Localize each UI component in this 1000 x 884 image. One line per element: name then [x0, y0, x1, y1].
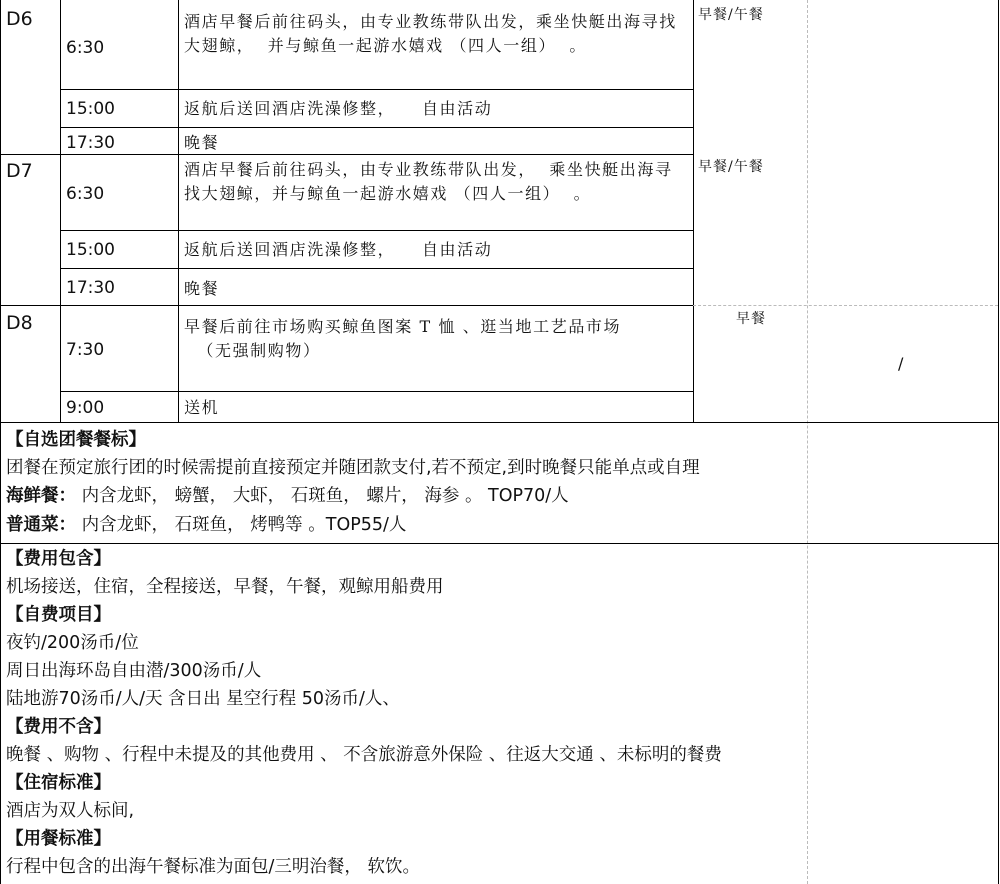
section-divider: [0, 422, 998, 423]
activity-cell: 送机: [184, 398, 220, 417]
activity-cell: 晚餐: [184, 133, 220, 152]
day-label: D7: [6, 160, 33, 182]
seafood-label: 海鲜餐：: [6, 486, 76, 506]
meals-cell: 早餐/午餐: [698, 159, 764, 175]
row-divider: [60, 230, 693, 231]
row-divider: [60, 268, 693, 269]
optional-item: 陆地游70汤币/人/天 含日出 星空行程 50汤币/人、: [6, 689, 400, 709]
regular-text: 内含龙虾， 石斑鱼， 烤鸭等 。TOP55/人: [76, 515, 407, 535]
meals-cell: 早餐/午餐: [698, 7, 764, 23]
row-divider: [60, 391, 693, 392]
time-cell: 15:00: [66, 99, 115, 119]
meals-cell: 早餐: [736, 311, 766, 327]
time-cell: 17:30: [66, 278, 115, 298]
time-cell: 15:00: [66, 240, 115, 260]
meal-note: 团餐在预定旅行团的时候需提前直接预定并随团款支付,若不预定,到时晚餐只能单点或自理: [6, 458, 700, 478]
activity-cell: 酒店早餐后前往码头，由专业教练带队出发，乘坐快艇出海寻找大翅鲸， 并与鲸鱼一起游水嬉戏 （四人一组） 。: [184, 12, 677, 55]
dining-text: 行程中包含的出海午餐标准为面包/三明治餐， 软饮。: [6, 857, 420, 877]
table-left-border: [0, 0, 1, 884]
activity-cell: 酒店早餐后前往码头，由专业教练带队出发， 乘坐快艇出海寻找大翅鲸，并与鲸鱼一起游水嬉戏 （四人一组） 。: [184, 160, 673, 203]
day-column-divider: [60, 0, 61, 422]
seafood-text: 内含龙虾， 螃蟹， 大虾， 石斑鱼， 螺片， 海参 。 TOP70/人: [76, 486, 569, 506]
included-text: 机场接送，住宿，全程接送，早餐，午餐，观鲸用船费用: [6, 577, 444, 597]
day-label: D8: [6, 312, 33, 334]
section-heading: 【费用不含】: [6, 717, 111, 737]
excluded-text: 晚餐 、购物 、行程中未提及的其他费用 、 不含旅游意外保险 、往返大交通 、未标明的餐费: [6, 745, 722, 765]
activity-cell: 早餐后前往市场购买鲸鱼图案 T 恤 、逛当地工艺品市场 （无强制购物）: [184, 317, 622, 360]
day-divider: [0, 305, 693, 306]
activity-column-divider: [693, 0, 694, 422]
extra-cell: /: [898, 354, 904, 373]
seafood-meal-line: [6, 484, 569, 508]
table-right-border: [998, 0, 999, 884]
day-label: D6: [6, 8, 33, 30]
activity-cell: 返航后送回酒店洗澡修整， 自由活动: [184, 99, 493, 118]
regular-meal-line: [6, 513, 406, 537]
row-divider: [60, 89, 693, 90]
time-column-divider: [178, 0, 179, 422]
time-cell: 6:30: [66, 38, 105, 58]
section-heading: 【自选团餐餐标】: [6, 430, 146, 450]
regular-label: 普通菜：: [6, 515, 76, 535]
lodging-text: 酒店为双人标间,: [6, 801, 135, 821]
time-cell: 17:30: [66, 133, 115, 153]
section-heading: 【住宿标准】: [6, 773, 111, 793]
row-divider: [60, 127, 693, 128]
section-heading: 【自费项目】: [6, 605, 111, 625]
section-heading: 【费用包含】: [6, 549, 111, 569]
day-divider-dashed: [693, 305, 998, 306]
section-divider: [0, 543, 998, 544]
optional-item: 周日出海环岛自由潜/300汤币/人: [6, 661, 262, 681]
section-heading: 【用餐标准】: [6, 829, 111, 849]
time-cell: 9:00: [66, 398, 105, 418]
time-cell: 7:30: [66, 340, 105, 360]
extra-column-divider: [807, 0, 808, 884]
activity-cell: 返航后送回酒店洗澡修整， 自由活动: [184, 240, 493, 259]
time-cell: 6:30: [66, 184, 105, 204]
optional-item: 夜钓/200汤币/位: [6, 633, 139, 653]
activity-cell: 晚餐: [184, 279, 220, 298]
